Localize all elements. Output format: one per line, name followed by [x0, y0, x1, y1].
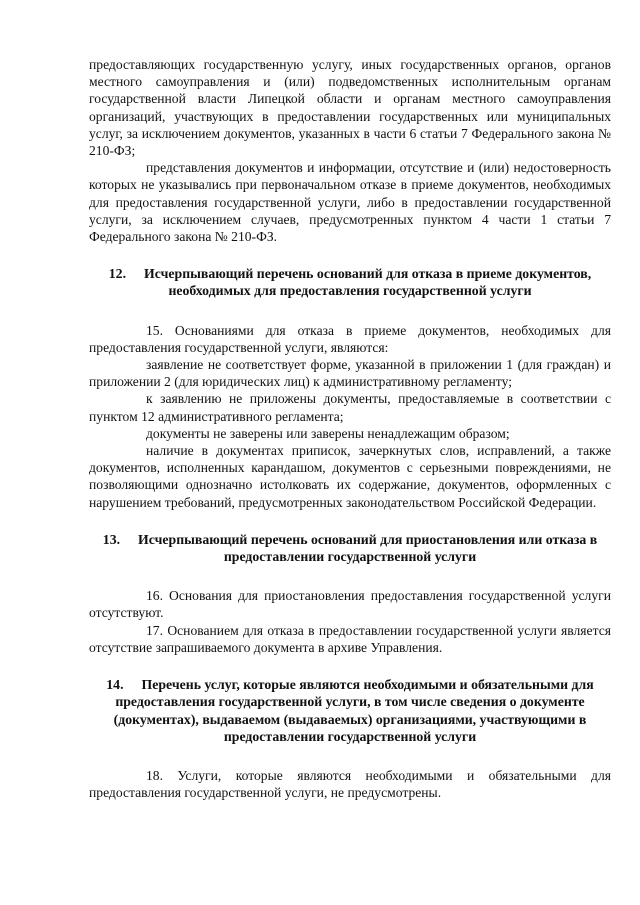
- paragraph: 16. Основания для приостановления предоставления государственной услуги отсутствуют.: [89, 588, 611, 621]
- document-page: [89, 56, 611, 801]
- paragraph: 17. Основанием для отказа в предоставлении государственной услуги является отсутствие запрашиваемого документа в архиве Управления.: [89, 622, 611, 655]
- section-number: 14.: [106, 677, 124, 693]
- section-title: Перечень услуг, которые являются необходимыми и обязательными для предоставления государственной услуги, в том числе сведения о документе (документах), выдаваемом (выдаваемых) организациями, участвующими в предоставлении государственной услуги: [113, 677, 594, 744]
- paragraph: 15. Основаниями для отказа в приеме документов, необходимых для предоставления государственной услуги, являются:: [89, 322, 611, 355]
- list-item: к заявлению не приложены документы, предоставляемые в соответствии с пунктом 12 административного регламента;: [89, 391, 611, 424]
- section-heading-13: [89, 531, 611, 565]
- list-item: наличие в документах приписок, зачеркнутых слов, исправлений, а также документов, исполненных карандашом, документов с серьезными повреждениями, не позволяющими однозначно истолковать их содержание, документов, оформленных с нарушением требований, предусмотренных законодательством Российской Федерации.: [89, 443, 611, 510]
- section-number: 13.: [102, 531, 121, 547]
- paragraph-continuation: предоставляющих государственную услугу, иных государственных органов, органов местного самоуправления и (или) подведомственных исполнительным органам государственной власти Липецкой области и органам местного самоуправления организаций, участвующих в предоставлении государственных или муниципальных услуг, за исключением документов, указанных в части 6 статьи 7 Федерального закона № 210-ФЗ;: [89, 57, 611, 159]
- section-title: Исчерпывающий перечень оснований для отказа в приеме документов, необходимых для предоставления государственной услуги: [144, 266, 592, 299]
- list-item: заявление не соответствует форме, указанной в приложении 1 (для граждан) и приложении 2 (для юридических лиц) к административному регламенту;: [89, 357, 611, 390]
- paragraph: 18. Услуги, которые являются необходимыми и обязательными для предоставления государственной услуги, не предусмотрены.: [89, 767, 611, 801]
- list-item: документы не заверены или заверены ненадлежащим образом;: [146, 425, 510, 441]
- paragraph: представления документов и информации, отсутствие и (или) недостоверность которых не указывались при первоначальном отказе в приеме документов, необходимых для предоставления государственной услуги, либо в предоставлении государственной услуги, за исключением случаев, предусмотренных пунктом 4 части 1 статьи 7 Федерального закона № 210-ФЗ.: [89, 160, 611, 245]
- section-heading-12: [89, 265, 611, 299]
- section-title: Исчерпывающий перечень оснований для приостановления или отказа в предоставлении государственной услуги: [138, 531, 598, 565]
- section-number: 12.: [108, 266, 127, 282]
- section-heading-14: [89, 676, 611, 745]
